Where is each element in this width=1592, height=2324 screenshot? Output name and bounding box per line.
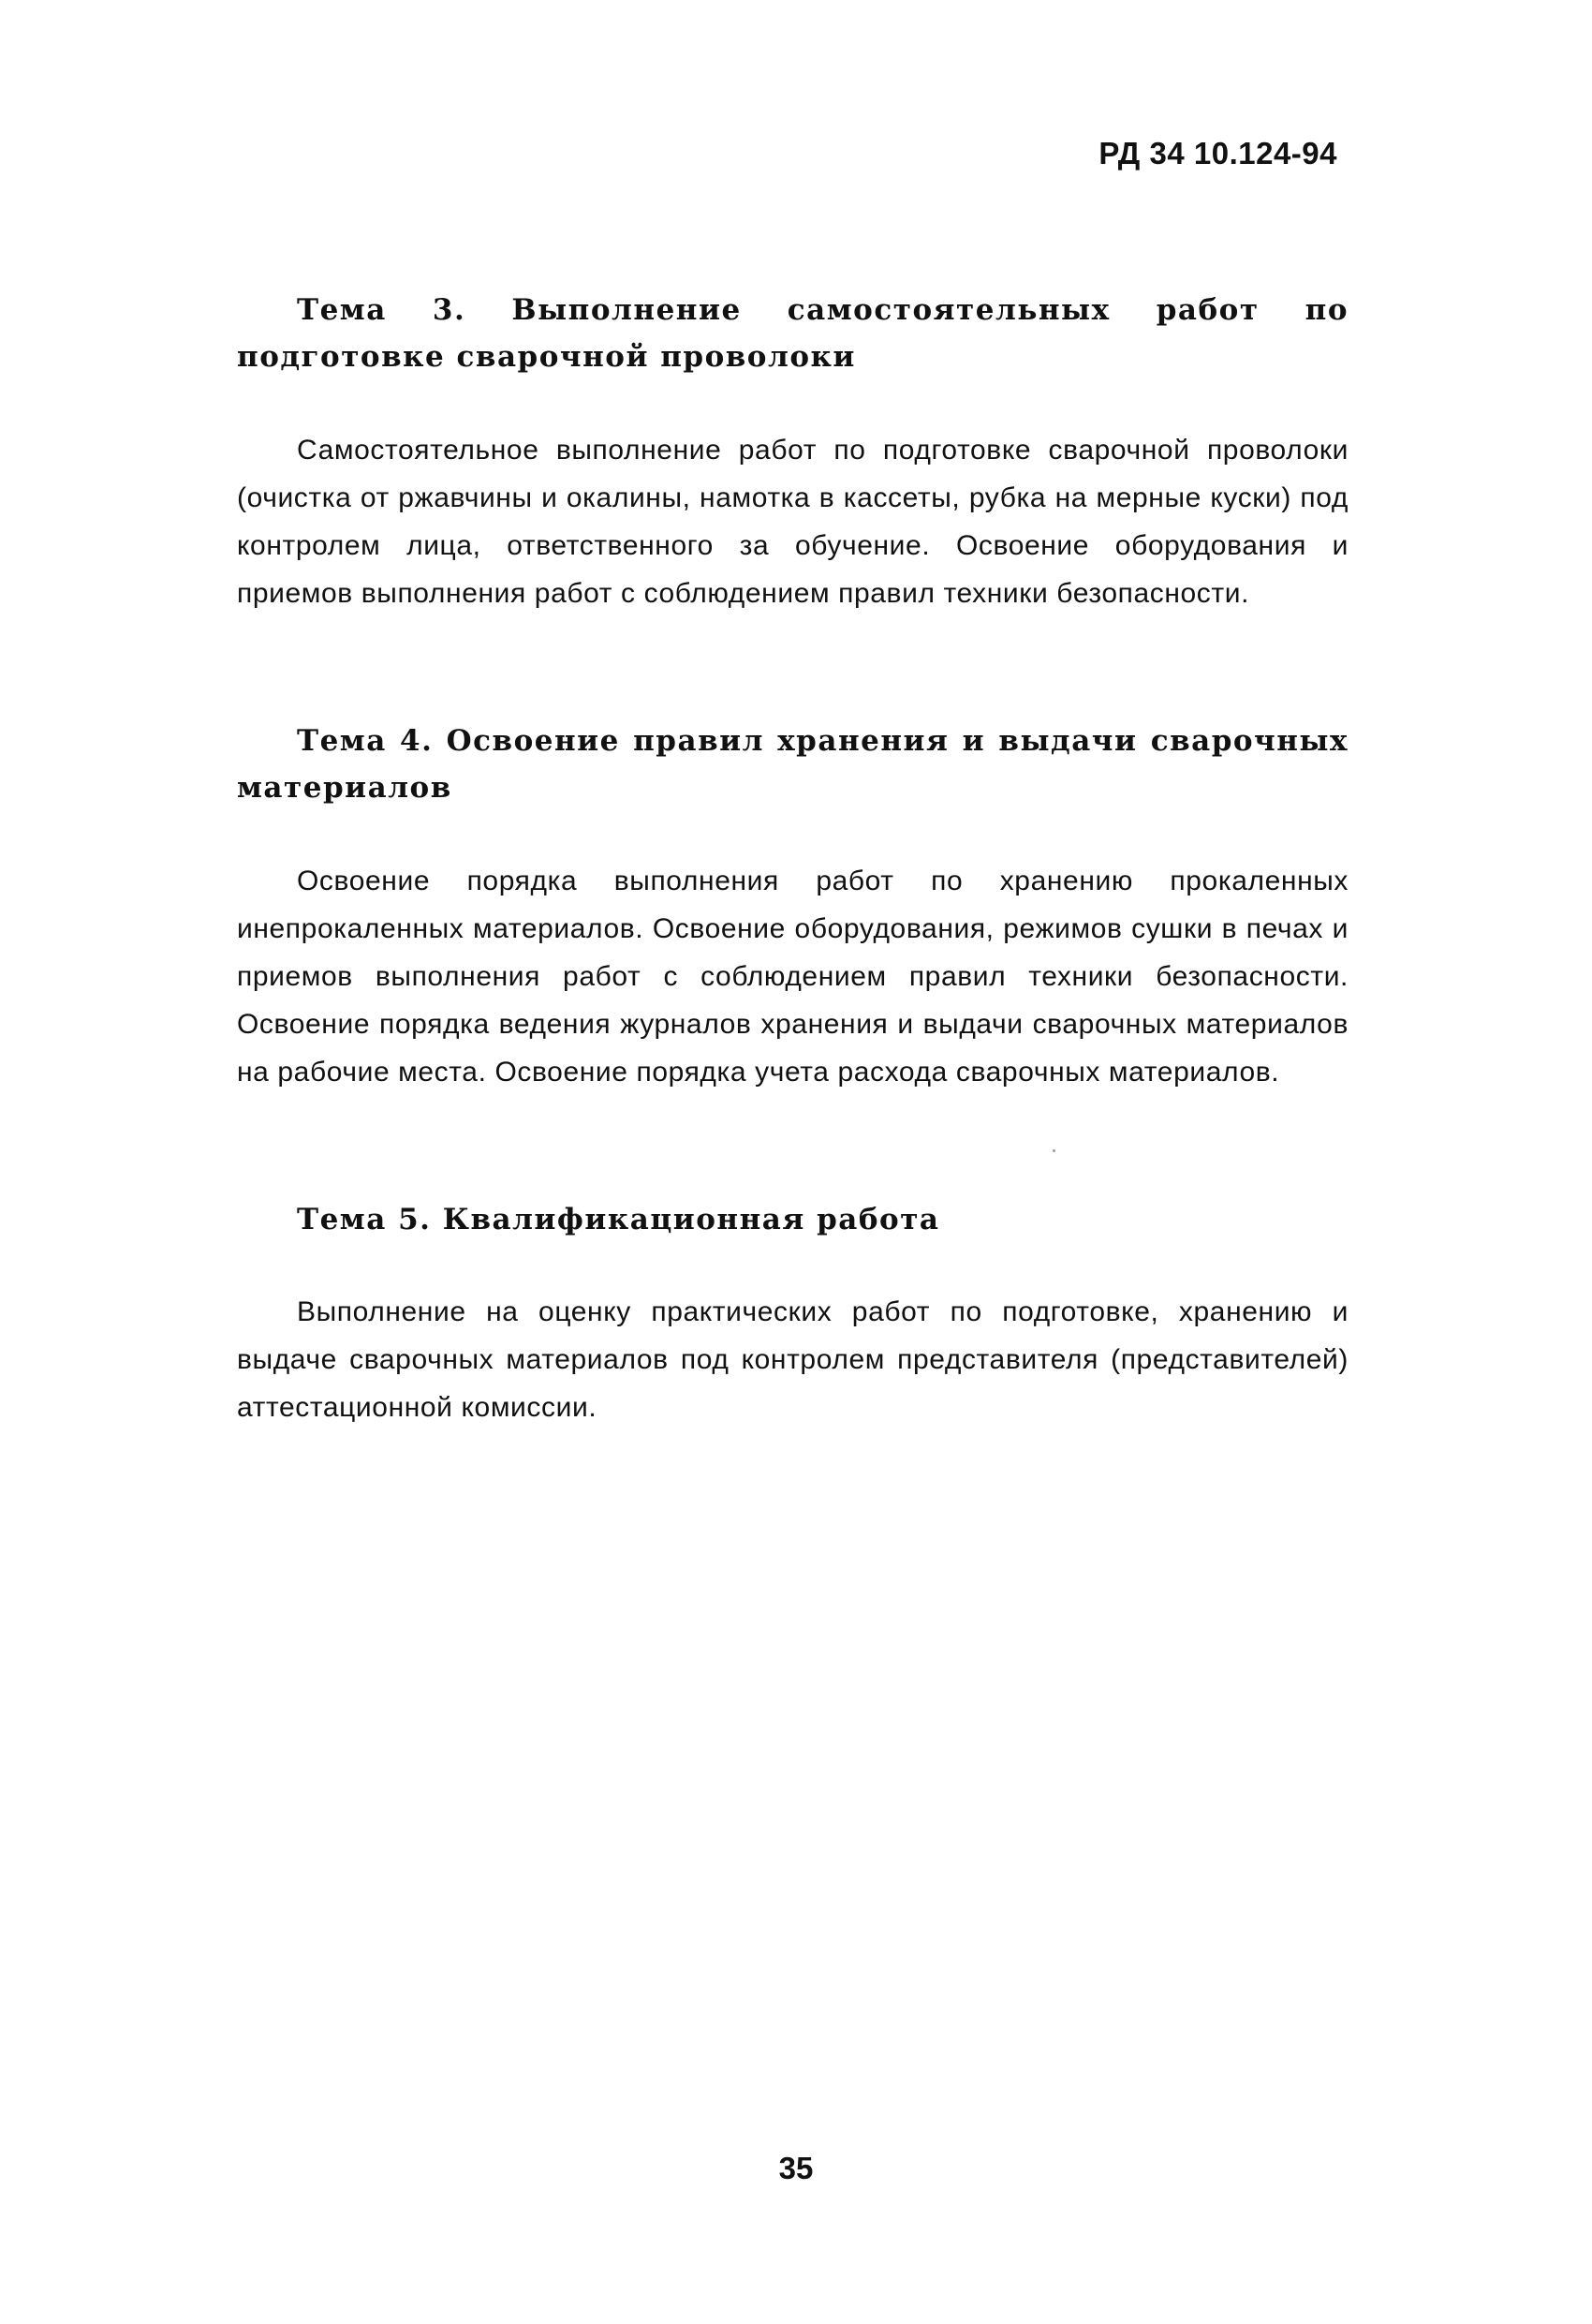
section-4-heading-block [237,718,1349,811]
section-heading: Тема 3. Выполнение самостоятельных работ по подготовке сварочной проволоки [237,293,1349,374]
section-body [237,1288,1349,1431]
section-body-text: Освоение порядка выполнения работ по хранению прокаленных инепрокаленных материалов. Освоение оборудования, режимов сушки в печах и приемов выполнения работ с соблюдением правил техники безопасности. Освоение порядка ведения журналов хранения и выдачи сварочных материалов на рабочие места. Освоение порядка учета расхода сварочных материалов. [237,866,1349,1088]
section-5-body-block [237,1288,1349,1431]
scan-speck [1053,1149,1055,1152]
document-code: РД 34 10.124-94 [1098,136,1337,170]
section-body [237,426,1349,617]
section-4-body-block [237,857,1349,1096]
section-heading: Тема 4. Освоение правил хранения и выдачи сварочных материалов [237,724,1349,805]
page-number: 35 [778,2151,814,2185]
section-3-body-block [237,426,1349,617]
section-5-heading-block [237,1196,1349,1243]
section-3-heading-block [237,287,1349,380]
section-body [237,857,1349,1096]
section-body-text: Самостоятельное выполнение работ по подготовке сварочной проволоки (очистка от ржавчины и окалины, намотка в кассеты, рубка на мерные куски) под контролем лица, ответственного за обучение. Освоение оборудования и приемов выполнения работ с соблюдением правил техники безопасности. [237,435,1349,609]
section-heading: Тема 5. Квалификационная работа [297,1203,940,1236]
section-body-text: Выполнение на оценку практических работ по подготовке, хранению и выдаче сварочных материалов под контролем представителя (представителей) аттестационной комиссии. [237,1296,1349,1423]
